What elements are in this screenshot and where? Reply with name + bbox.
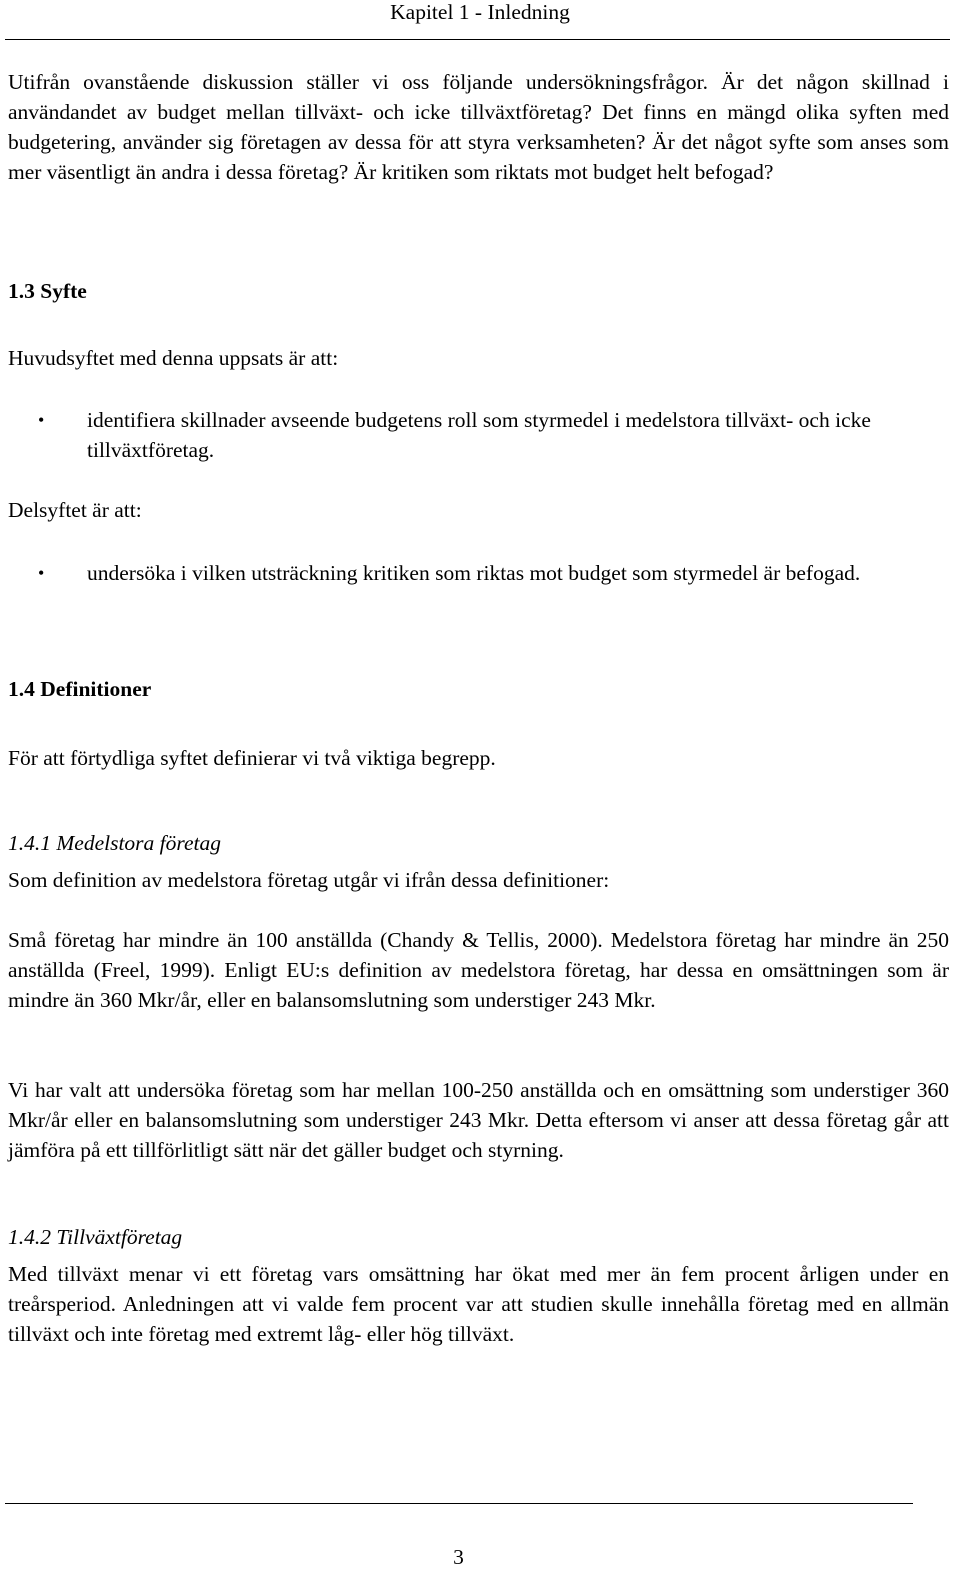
definitioner-lead: För att förtydliga syftet definierar vi två viktiga begrepp. xyxy=(8,746,496,770)
bullet-text: identifiera skillnader avseende budgetens roll som styrmedel i medelstora tillväxt- och icke tillväxtföretag. xyxy=(87,408,871,462)
subsection-heading-medelstora: 1.4.1 Medelstora företag xyxy=(8,831,221,855)
bullet-marker: • xyxy=(38,410,45,430)
header-divider xyxy=(5,39,950,40)
section-heading-syfte: 1.3 Syfte xyxy=(8,279,87,303)
syfte-sublead: Delsyftet är att: xyxy=(8,498,142,522)
running-header-title: Kapitel 1 - Inledning xyxy=(390,0,570,24)
section-heading-definitioner: 1.4 Definitioner xyxy=(8,677,152,701)
footer-divider xyxy=(5,1503,913,1504)
medelstora-lead: Som definition av medelstora företag utgår vi ifrån dessa definitioner: xyxy=(8,868,610,892)
page-number: 3 xyxy=(453,1545,464,1569)
subsection-heading-tillvaxt: 1.4.2 Tillväxtföretag xyxy=(8,1225,183,1249)
medelstora-paragraph-2: Vi har valt att undersöka företag som har mellan 100-250 anställda och en omsättning som understiger 360 Mkr/år eller en balansomslutning som understiger 243 Mkr. Detta eftersom vi anser att dessa företag går att jämföra på ett tillförlitligt sätt när det gäller budget och styrning. xyxy=(8,1078,949,1162)
bullet-marker: • xyxy=(38,563,45,583)
running-header xyxy=(0,0,960,30)
tillvaxt-paragraph: Med tillväxt menar vi ett företag vars omsättning har ökat med mer än fem procent årligen under en treårsperiod. Anledningen att vi valde fem procent var att studien skulle innehålla företag med en allmän tillväxt och inte företag med extremt låg- eller hög tillväxt. xyxy=(8,1262,949,1346)
bullet-text: undersöka i vilken utsträckning kritiken som riktas mot budget som styrmedel är befogad. xyxy=(87,561,861,585)
syfte-lead: Huvudsyftet med denna uppsats är att: xyxy=(8,346,339,370)
intro-paragraph: Utifrån ovanstående diskussion ställer vi oss följande undersökningsfrågor. Är det någon skillnad i användandet av budget mellan tillväxt- och icke tillväxtföretag? Det finns en mängd olika syften med budgetering, använder sig företagen av dessa för att styra verksamheten? Är det något syfte som anses som mer väsentligt än andra i dessa företag? Är kritiken som riktats mot budget helt befogad? xyxy=(8,70,949,184)
medelstora-paragraph-1: Små företag har mindre än 100 anställda (Chandy & Tellis, 2000). Medelstora företag har mindre än 250 anställda (Freel, 1999). Enligt EU:s definition av medelstora företag, har dessa en omsättningen som är mindre än 360 Mkr/år, eller en balansomslutning som understiger 243 Mkr. xyxy=(8,928,949,1012)
